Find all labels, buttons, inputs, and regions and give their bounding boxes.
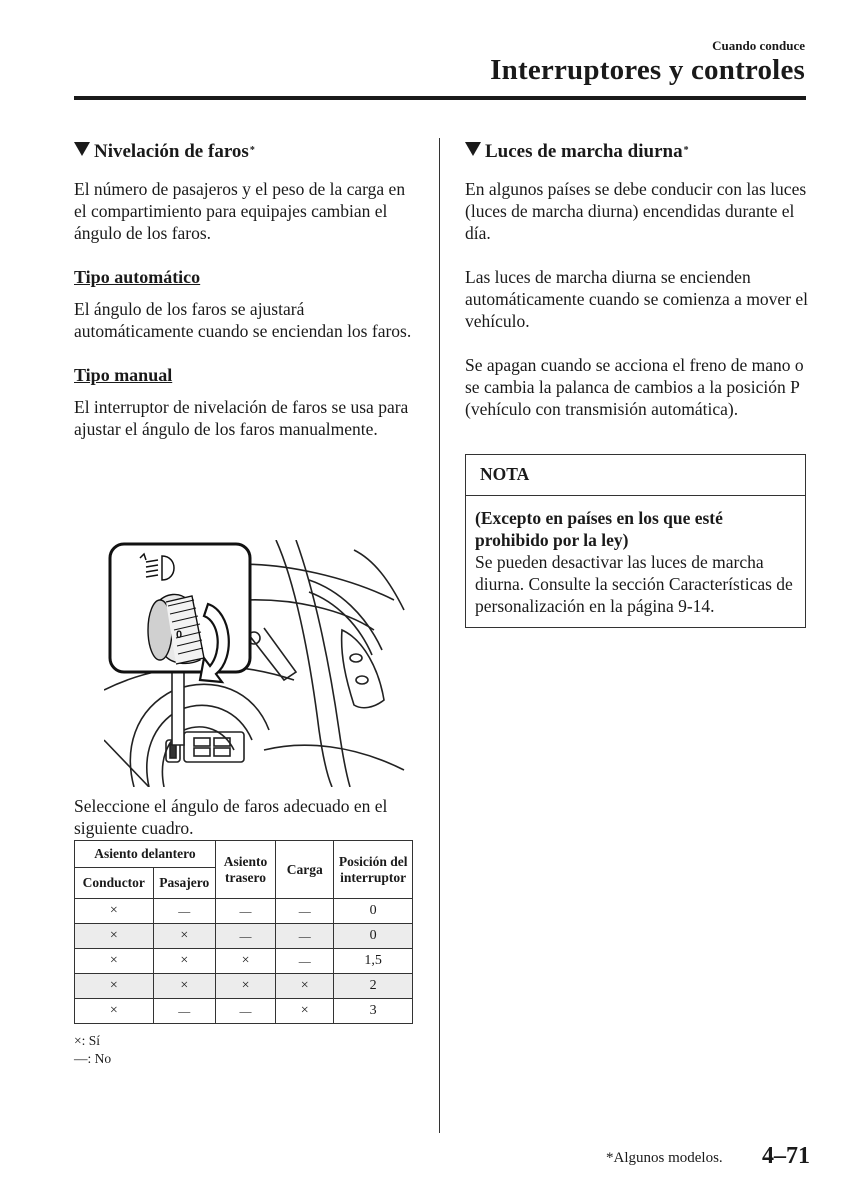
table-cell: × (215, 974, 275, 999)
table-cell: 1,5 (334, 949, 413, 974)
dial-zero-label: 0 (176, 629, 183, 641)
table-cell: — (153, 999, 215, 1024)
table-row (75, 974, 413, 999)
right-column (465, 141, 810, 442)
subheading-automatic: Tipo automático (74, 267, 201, 287)
legend-no: —: No (74, 1051, 112, 1066)
note-title: NOTA (466, 455, 805, 496)
asterisk-mark: * (249, 145, 255, 156)
header-rear-seat: Asiento trasero (215, 841, 275, 899)
table-cell: × (153, 924, 215, 949)
table-cell: × (276, 999, 334, 1024)
drl-paragraph-3: Se apagan cuando se acciona el freno de mano o se cambia la palanca de cambios a la posición P (vehículo con transmisión automática). (465, 355, 804, 419)
table-legend (74, 1032, 111, 1068)
triangle-bullet-icon (74, 142, 90, 156)
headlight-position-table (74, 840, 413, 1024)
table-cell: × (215, 949, 275, 974)
header-passenger: Pasajero (153, 868, 215, 899)
header-switch-position: Posición del interruptor (334, 841, 413, 899)
table-cell: — (215, 924, 275, 949)
table-cell: × (276, 974, 334, 999)
subheading-manual: Tipo manual (74, 365, 173, 385)
automatic-paragraph: El ángulo de los faros se ajustará automáticamente cuando se enciendan los faros. (74, 299, 412, 341)
table-cell: × (75, 924, 154, 949)
table-cell: × (153, 949, 215, 974)
table-cell: × (75, 999, 154, 1024)
drl-paragraph-2: Las luces de marcha diurna se encienden automáticamente cuando se comienza a mover el vehículo. (465, 267, 809, 331)
column-divider (439, 138, 440, 1133)
table-cell: × (75, 949, 154, 974)
headlight-leveling-switch-illustration (104, 540, 420, 787)
note-text: Se pueden desactivar las luces de marcha diurna. Consulte la sección Características de personalización en la página 9-14. (475, 552, 793, 616)
table-cell: — (276, 949, 334, 974)
section-label: Cuando conduce (712, 38, 805, 53)
manual-paragraph: El interruptor de nivelación de faros se usa para ajustar el ángulo de los faros manualmente. (74, 397, 409, 439)
table-cell: 2 (334, 974, 413, 999)
table-cell: 0 (334, 899, 413, 924)
table-cell: × (75, 899, 154, 924)
triangle-bullet-icon (465, 142, 481, 156)
table-cell: — (215, 899, 275, 924)
note-body (466, 496, 805, 627)
heading-text: Luces de marcha diurna (485, 141, 683, 162)
heading-text: Nivelación de faros (94, 141, 249, 162)
table-row (75, 924, 413, 949)
table-cell: 0 (334, 924, 413, 949)
drl-paragraph-1: En algunos países se debe conducir con las luces (luces de marcha diurna) encendidas durante el día. (465, 179, 807, 243)
table-cell: × (153, 974, 215, 999)
left-column (74, 141, 419, 462)
table-cell: — (153, 899, 215, 924)
table-row (75, 899, 413, 924)
table-cell: — (215, 999, 275, 1024)
table-cell: — (276, 899, 334, 924)
table-row (75, 999, 413, 1024)
header-cargo: Carga (276, 841, 334, 899)
table-row (75, 949, 413, 974)
header-front-seat: Asiento delantero (75, 841, 216, 868)
intro-paragraph: El número de pasajeros y el peso de la carga en el compartimiento para equipajes cambian el ángulo de los faros. (74, 179, 406, 243)
note-bold-text: (Excepto en países en los que esté prohibido por la ley) (475, 508, 723, 550)
header-rule (74, 96, 806, 100)
section-heading-nivelacion (74, 141, 419, 166)
asterisk-mark: * (683, 145, 689, 156)
table-intro: Seleccione el ángulo de faros adecuado en el siguiente cuadro. (74, 796, 388, 838)
page-title: Interruptores y controles (490, 54, 805, 86)
table-cell: — (276, 924, 334, 949)
table-cell: × (75, 974, 154, 999)
note-box (465, 454, 806, 628)
table-cell: 3 (334, 999, 413, 1024)
section-heading-drl (465, 141, 810, 166)
header-driver: Conductor (75, 868, 154, 899)
legend-yes: ×: Sí (74, 1033, 100, 1048)
footer-footnote: *Algunos modelos. (606, 1150, 723, 1166)
page-number: 4–71 (762, 1143, 810, 1169)
